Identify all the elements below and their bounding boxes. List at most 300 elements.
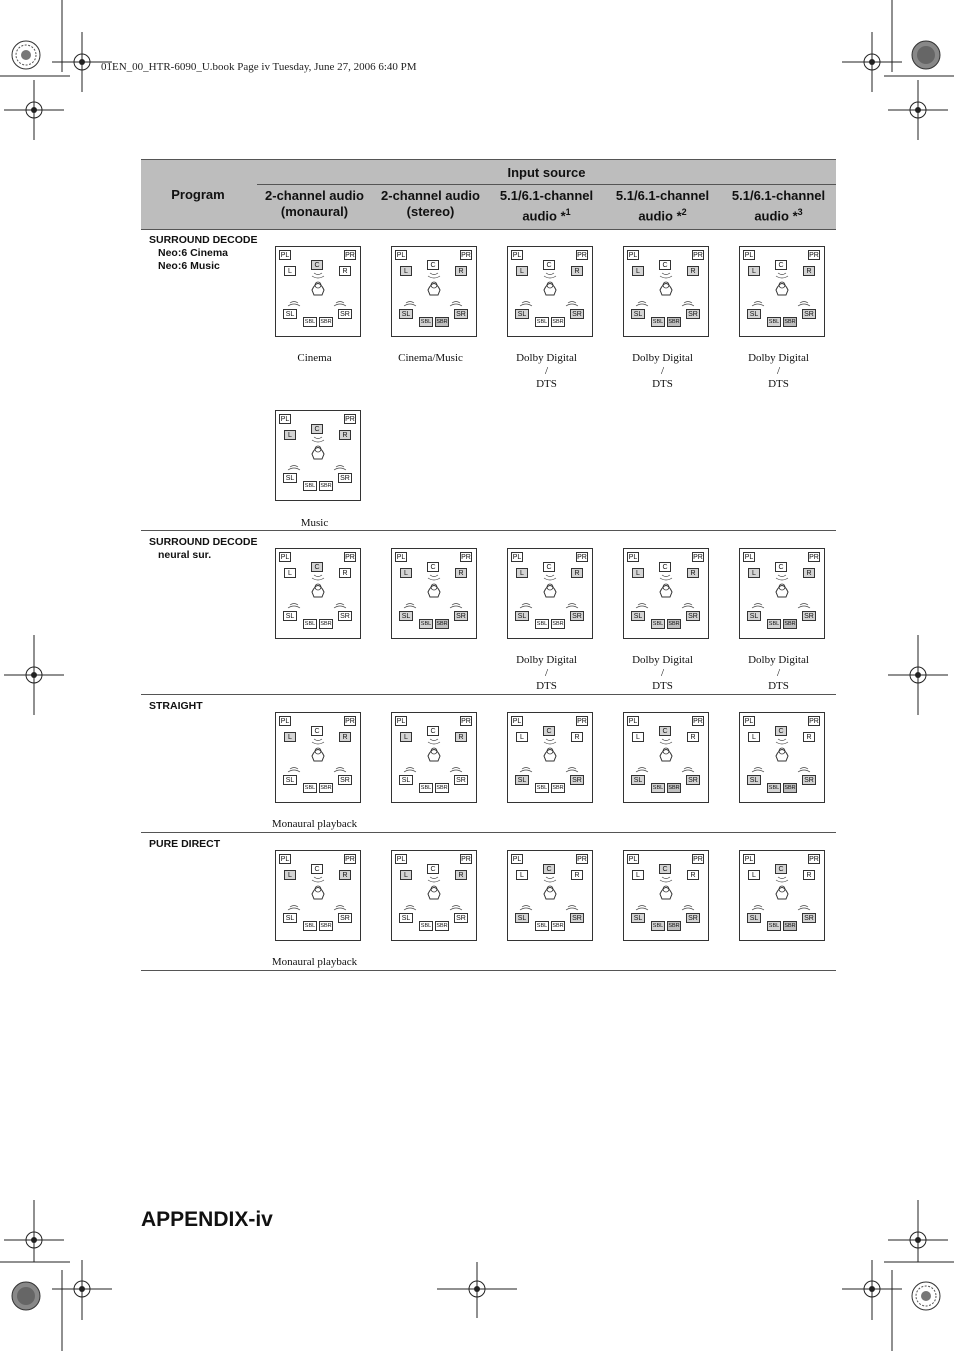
input-source-header: Input source (257, 160, 836, 185)
speaker-sl: SL (283, 309, 297, 319)
speaker-pr: PR (809, 718, 819, 725)
speaker-sbr: SBR (320, 785, 332, 791)
speaker-c: C (543, 864, 555, 874)
speaker-c: C (659, 864, 671, 874)
speaker-pl: PL (512, 856, 522, 863)
input-source-cell (373, 694, 488, 832)
speaker-sbl: SBL (536, 319, 548, 325)
speaker-pr: PR (809, 554, 819, 561)
speaker-sr: SR (802, 309, 816, 319)
speaker-sr: SR (686, 611, 700, 621)
speaker-sl: SL (399, 309, 413, 319)
input-source-cell (373, 228, 488, 530)
column-header-text: (monaural) (280, 204, 349, 219)
speaker-sbr: SBR (320, 319, 332, 325)
speaker-l: L (516, 732, 528, 742)
speaker-layout-diagram (275, 410, 361, 501)
speaker-r: R (571, 266, 583, 276)
speaker-sbr: SBR (784, 319, 796, 325)
column-header-line (257, 204, 372, 220)
speaker-c: C (311, 562, 323, 572)
input-source-cell (489, 530, 604, 694)
speaker-c: C (427, 864, 439, 874)
speaker-sl: SL (631, 913, 645, 923)
speaker-layout-diagram (507, 548, 593, 639)
speaker-sl: SL (283, 611, 297, 621)
column-header-line (373, 204, 488, 220)
speaker-pr: PR (461, 252, 471, 259)
speaker-pl: PL (512, 718, 522, 725)
program-sub-mode: Neo:6 Cinema (158, 247, 229, 259)
speaker-layout-diagram (275, 246, 361, 337)
speaker-r: R (803, 568, 815, 578)
diagram-caption (257, 517, 372, 530)
column-header-line: 5.1/6.1-channel (731, 188, 826, 203)
speaker-layout-diagram (275, 548, 361, 639)
column-header-text: (stereo) (406, 204, 455, 219)
caption-line: Music (300, 517, 329, 529)
speaker-pr: PR (461, 554, 471, 561)
column-header-text: audio * (638, 208, 682, 224)
input-column-header (605, 188, 720, 224)
speaker-r: R (687, 568, 699, 578)
speaker-sr: SR (454, 309, 468, 319)
column-header-text: audio * (754, 208, 798, 224)
speaker-l: L (284, 732, 296, 742)
input-source-cell (257, 392, 372, 530)
caption-line: Dolby Digital (632, 352, 693, 364)
input-source-cell (605, 530, 720, 694)
caption-line: Dolby Digital (748, 654, 809, 666)
speaker-pl: PL (512, 252, 522, 259)
speaker-pl: PL (280, 718, 290, 725)
speaker-pr: PR (461, 718, 471, 725)
speaker-sr: SR (802, 913, 816, 923)
caption-line: DTS (768, 680, 789, 692)
speaker-sbr: SBR (668, 621, 680, 627)
speaker-sbl: SBL (536, 621, 548, 627)
speaker-r: R (455, 732, 467, 742)
speaker-pl: PL (744, 718, 754, 725)
caption-line: / (776, 667, 781, 679)
speaker-sbr: SBR (552, 785, 564, 791)
caption-line: Dolby Digital (748, 352, 809, 364)
speaker-c: C (775, 864, 787, 874)
speaker-c: C (543, 260, 555, 270)
caption-line: Dolby Digital (516, 654, 577, 666)
caption-line: Monaural playback (271, 956, 358, 968)
footnote-marker: 1 (565, 207, 571, 217)
input-source-cell (373, 530, 488, 694)
speaker-r: R (339, 430, 351, 440)
speaker-sr: SR (454, 913, 468, 923)
speaker-sbl: SBL (304, 319, 316, 325)
speaker-sbr: SBR (668, 785, 680, 791)
speaker-l: L (748, 870, 760, 880)
input-source-cell (605, 832, 720, 970)
column-header-line: 5.1/6.1-channel (499, 188, 594, 203)
speaker-r: R (455, 568, 467, 578)
column-header-line: 2-channel audio (265, 188, 364, 203)
speaker-layout-diagram (507, 850, 593, 941)
speaker-sbl: SBL (768, 923, 780, 929)
input-source-cell (373, 832, 488, 970)
speaker-sbl: SBL (420, 319, 432, 325)
caption-line: DTS (536, 378, 557, 390)
speaker-sl: SL (747, 775, 761, 785)
speaker-sbl: SBL (420, 785, 432, 791)
speaker-c: C (427, 260, 439, 270)
speaker-sl: SL (631, 309, 645, 319)
speaker-layout-diagram (275, 712, 361, 803)
speaker-layout-diagram (623, 712, 709, 803)
print-info-line: 01EN_00_HTR-6090_U.book Page iv Tuesday, June 27, 2006 6:40 PM (101, 61, 417, 73)
speaker-pl: PL (744, 252, 754, 259)
program-row (141, 694, 836, 833)
speaker-l: L (516, 266, 528, 276)
speaker-sbl: SBL (304, 483, 316, 489)
speaker-pl: PL (628, 252, 638, 259)
caption-line: Monaural playback (271, 818, 358, 830)
speaker-c: C (427, 562, 439, 572)
input-column-header (373, 188, 488, 220)
input-source-cell (605, 694, 720, 832)
diagram-caption (257, 956, 372, 969)
speaker-pl: PL (628, 856, 638, 863)
speaker-sbl: SBL (420, 621, 432, 627)
speaker-layout-diagram (739, 246, 825, 337)
input-source-cell (257, 694, 372, 832)
speaker-pr: PR (577, 252, 587, 259)
speaker-sr: SR (570, 611, 584, 621)
speaker-pl: PL (396, 856, 406, 863)
program-row (141, 228, 836, 531)
diagram-caption (257, 818, 372, 831)
speaker-sr: SR (454, 775, 468, 785)
speaker-pl: PL (628, 554, 638, 561)
speaker-l: L (284, 568, 296, 578)
column-header-line: 2-channel audio (381, 188, 480, 203)
column-header-line (721, 204, 836, 224)
diagram-caption (373, 352, 488, 365)
speaker-l: L (284, 870, 296, 880)
speaker-layout-diagram (623, 246, 709, 337)
speaker-r: R (571, 870, 583, 880)
input-source-cell (489, 694, 604, 832)
speaker-sl: SL (283, 775, 297, 785)
speaker-l: L (400, 870, 412, 880)
input-source-cell (721, 228, 836, 530)
column-header-line: 5.1/6.1-channel (615, 188, 710, 203)
caption-line: Dolby Digital (632, 654, 693, 666)
speaker-l: L (400, 568, 412, 578)
speaker-layout-diagram (391, 246, 477, 337)
program-title: SURROUND DECODE (149, 536, 258, 548)
speaker-pl: PL (744, 554, 754, 561)
speaker-sr: SR (802, 775, 816, 785)
speaker-r: R (339, 732, 351, 742)
speaker-sr: SR (686, 775, 700, 785)
speaker-sl: SL (515, 611, 529, 621)
diagram-caption (257, 352, 372, 365)
column-header-text: audio * (522, 208, 566, 224)
speaker-r: R (803, 870, 815, 880)
speaker-pr: PR (345, 856, 355, 863)
caption-line: Cinema/Music (398, 352, 463, 364)
column-header-line (489, 204, 604, 224)
diagram-caption (489, 654, 604, 693)
speaker-r: R (803, 732, 815, 742)
speaker-sbl: SBL (652, 923, 664, 929)
column-header-line (605, 204, 720, 224)
speaker-layout-diagram (507, 712, 593, 803)
speaker-r: R (339, 568, 351, 578)
caption-line: DTS (652, 680, 673, 692)
speaker-c: C (775, 260, 787, 270)
input-column-header (257, 188, 372, 220)
input-source-cell (257, 832, 372, 970)
speaker-sl: SL (631, 611, 645, 621)
speaker-pl: PL (280, 856, 290, 863)
speaker-l: L (748, 266, 760, 276)
speaker-sbl: SBL (652, 785, 664, 791)
speaker-sbl: SBL (304, 785, 316, 791)
speaker-sbr: SBR (436, 319, 448, 325)
speaker-pr: PR (809, 252, 819, 259)
page-footer: APPENDIX-iv (141, 1208, 273, 1231)
speaker-sl: SL (631, 775, 645, 785)
speaker-sr: SR (802, 611, 816, 621)
speaker-r: R (687, 266, 699, 276)
speaker-c: C (311, 260, 323, 270)
speaker-sbl: SBL (652, 621, 664, 627)
speaker-r: R (687, 870, 699, 880)
speaker-sbl: SBL (652, 319, 664, 325)
speaker-pl: PL (396, 718, 406, 725)
speaker-sbr: SBR (668, 319, 680, 325)
speaker-layout-diagram (739, 850, 825, 941)
speaker-sl: SL (283, 473, 297, 483)
speaker-sr: SR (338, 913, 352, 923)
speaker-l: L (284, 430, 296, 440)
speaker-sr: SR (454, 611, 468, 621)
speaker-sbr: SBR (436, 785, 448, 791)
speaker-sr: SR (338, 611, 352, 621)
input-source-cell (721, 832, 836, 970)
speaker-pr: PR (577, 718, 587, 725)
speaker-pr: PR (345, 252, 355, 259)
speaker-pr: PR (461, 856, 471, 863)
caption-line: DTS (768, 378, 789, 390)
caption-line: DTS (652, 378, 673, 390)
caption-line: Cinema (297, 352, 332, 364)
speaker-l: L (400, 266, 412, 276)
speaker-l: L (748, 568, 760, 578)
diagram-caption (605, 654, 720, 693)
speaker-r: R (339, 870, 351, 880)
input-source-cell (605, 228, 720, 530)
diagram-caption (605, 352, 720, 391)
speaker-layout-diagram (739, 548, 825, 639)
speaker-layout-diagram (391, 548, 477, 639)
speaker-pl: PL (280, 554, 290, 561)
input-source-cell (721, 530, 836, 694)
caption-line: Dolby Digital (516, 352, 577, 364)
speaker-sbr: SBR (436, 923, 448, 929)
speaker-pl: PL (396, 252, 406, 259)
speaker-c: C (543, 726, 555, 736)
speaker-sbl: SBL (768, 785, 780, 791)
speaker-sr: SR (338, 309, 352, 319)
speaker-c: C (659, 260, 671, 270)
program-row (141, 530, 836, 695)
speaker-l: L (516, 870, 528, 880)
table-header (141, 159, 836, 230)
speaker-layout-diagram (623, 548, 709, 639)
speaker-c: C (659, 562, 671, 572)
speaker-layout-diagram (275, 850, 361, 941)
speaker-c: C (659, 726, 671, 736)
speaker-sl: SL (747, 913, 761, 923)
speaker-pl: PL (280, 416, 290, 423)
input-source-cell (257, 530, 372, 694)
speaker-sbr: SBR (552, 621, 564, 627)
speaker-pr: PR (345, 718, 355, 725)
input-column-header (489, 188, 604, 224)
speaker-pr: PR (345, 554, 355, 561)
speaker-sr: SR (570, 913, 584, 923)
speaker-sr: SR (570, 775, 584, 785)
input-column-header (721, 188, 836, 224)
speaker-c: C (775, 562, 787, 572)
speaker-pl: PL (396, 554, 406, 561)
speaker-sbr: SBR (320, 621, 332, 627)
speaker-sbr: SBR (320, 483, 332, 489)
speaker-sl: SL (747, 611, 761, 621)
speaker-c: C (311, 864, 323, 874)
speaker-sbl: SBL (768, 621, 780, 627)
speaker-sbr: SBR (784, 621, 796, 627)
speaker-sbl: SBL (768, 319, 780, 325)
speaker-r: R (803, 266, 815, 276)
speaker-pr: PR (693, 252, 703, 259)
program-sub-mode: Neo:6 Music (158, 260, 220, 272)
speaker-sl: SL (399, 913, 413, 923)
speaker-sbl: SBL (420, 923, 432, 929)
speaker-sbr: SBR (668, 923, 680, 929)
speaker-pr: PR (577, 856, 587, 863)
program-title: PURE DIRECT (149, 838, 221, 850)
speaker-l: L (516, 568, 528, 578)
input-source-cell (489, 228, 604, 530)
speaker-r: R (339, 266, 351, 276)
speaker-sl: SL (515, 913, 529, 923)
speaker-sbr: SBR (552, 319, 564, 325)
speaker-r: R (455, 870, 467, 880)
program-sub-mode: neural sur. (158, 549, 212, 561)
diagram-caption (721, 352, 836, 391)
speaker-pr: PR (577, 554, 587, 561)
speaker-sl: SL (399, 611, 413, 621)
diagram-caption (489, 352, 604, 391)
speaker-sbl: SBL (536, 923, 548, 929)
program-row (141, 832, 836, 971)
program-column-header: Program (171, 187, 225, 202)
speaker-sbl: SBL (304, 621, 316, 627)
speaker-sl: SL (515, 775, 529, 785)
speaker-l: L (400, 732, 412, 742)
program-name (149, 838, 220, 851)
speaker-layout-diagram (391, 850, 477, 941)
speaker-sbr: SBR (436, 621, 448, 627)
speaker-c: C (311, 726, 323, 736)
caption-line: / (544, 365, 549, 377)
speaker-sr: SR (338, 775, 352, 785)
speaker-sr: SR (686, 309, 700, 319)
caption-line: / (776, 365, 781, 377)
speaker-sbr: SBR (320, 923, 332, 929)
speaker-sl: SL (283, 913, 297, 923)
caption-line: / (660, 667, 665, 679)
speaker-sl: SL (399, 775, 413, 785)
speaker-l: L (748, 732, 760, 742)
speaker-pl: PL (628, 718, 638, 725)
input-source-cell (489, 832, 604, 970)
speaker-pr: PR (693, 554, 703, 561)
speaker-sr: SR (686, 913, 700, 923)
footnote-marker: 3 (797, 207, 803, 217)
program-title: SURROUND DECODE (149, 234, 258, 246)
speaker-r: R (455, 266, 467, 276)
speaker-sl: SL (747, 309, 761, 319)
speaker-c: C (543, 562, 555, 572)
speaker-sbr: SBR (784, 923, 796, 929)
speaker-r: R (687, 732, 699, 742)
speaker-sl: SL (515, 309, 529, 319)
speaker-pr: PR (345, 416, 355, 423)
speaker-sbl: SBL (536, 785, 548, 791)
caption-line: / (544, 667, 549, 679)
speaker-l: L (632, 870, 644, 880)
caption-line: / (660, 365, 665, 377)
speaker-layout-diagram (391, 712, 477, 803)
speaker-layout-diagram (623, 850, 709, 941)
speaker-l: L (632, 732, 644, 742)
speaker-pl: PL (512, 554, 522, 561)
input-source-cell (721, 694, 836, 832)
speaker-l: L (632, 266, 644, 276)
speaker-c: C (775, 726, 787, 736)
speaker-sr: SR (570, 309, 584, 319)
speaker-pl: PL (280, 252, 290, 259)
speaker-pr: PR (693, 718, 703, 725)
speaker-layout-diagram (507, 246, 593, 337)
program-name (149, 234, 258, 273)
speaker-sbl: SBL (304, 923, 316, 929)
program-name (149, 536, 258, 562)
speaker-r: R (571, 732, 583, 742)
speaker-r: R (571, 568, 583, 578)
speaker-l: L (632, 568, 644, 578)
speaker-pr: PR (693, 856, 703, 863)
speaker-c: C (311, 424, 323, 434)
speaker-sbr: SBR (552, 923, 564, 929)
speaker-pl: PL (744, 856, 754, 863)
speaker-c: C (427, 726, 439, 736)
listening-mode-table (141, 159, 836, 968)
speaker-sr: SR (338, 473, 352, 483)
program-name (149, 700, 203, 713)
